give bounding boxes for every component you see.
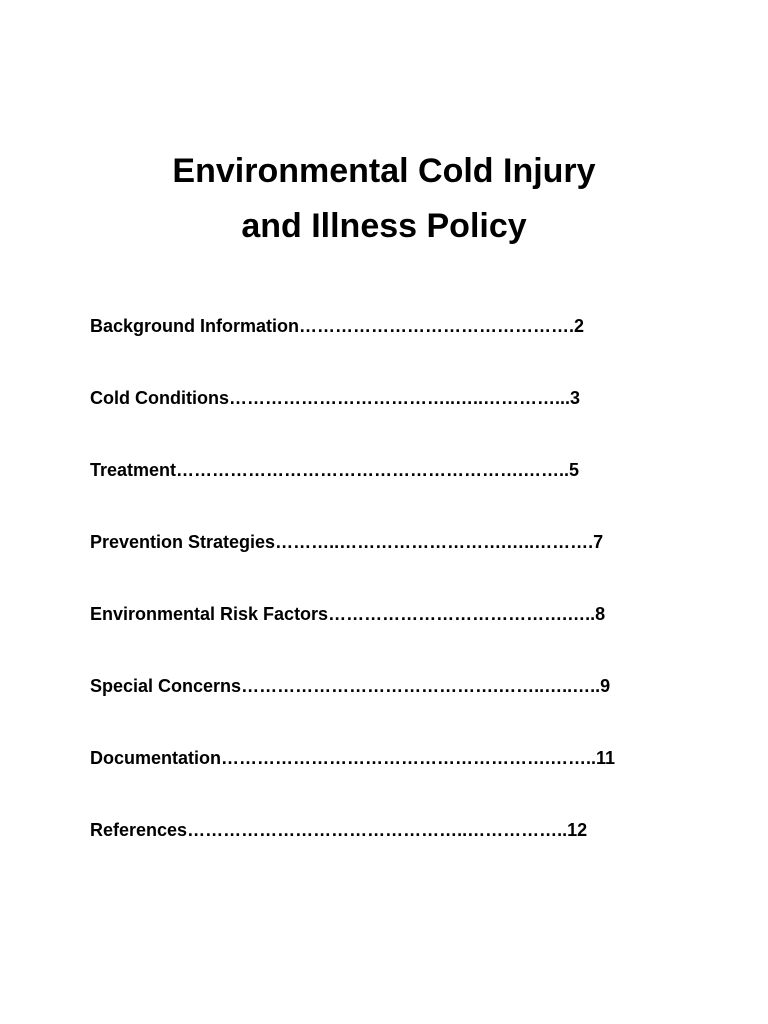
toc-entry [90,385,690,457]
toc-entry-page-number: 7 [593,532,604,552]
toc-entry-heading: Cold Conditions [90,388,229,408]
table-of-contents [90,313,690,889]
toc-entry-leader: ………………………………………. [299,316,575,336]
toc-entry-heading: Special Concerns [90,676,242,696]
toc-entry-leader: ………………………………………………….…….. [176,460,570,480]
toc-entry-page-number: 11 [596,748,616,768]
document-title-line-1: Environmental Cold Injury [172,152,596,190]
toc-entry-page-number: 8 [595,604,606,624]
toc-entry-heading: Background Information [90,316,300,336]
toc-entry-leader: ………………………………….….. [328,604,596,624]
toc-entry-heading: Prevention Strategies [90,532,276,552]
toc-entry-page-number: 2 [574,316,585,336]
toc-entry-leader: ………..……………………….…..………. [275,532,594,552]
toc-entry-page-number: 3 [570,388,581,408]
toc-entry-heading: Treatment [90,460,177,480]
toc-entry-page-number: 12 [567,820,588,840]
toc-entry-page-number: 9 [600,676,611,696]
document-title-line-2: and Illness Policy [241,207,527,245]
toc-entry-heading: References [90,820,188,840]
toc-entry [90,601,690,673]
toc-entry-heading: Documentation [90,748,222,768]
toc-entry-leader: ………………………………..…..…………... [228,388,570,408]
toc-entry [90,457,690,529]
toc-entry [90,529,690,601]
toc-entry-leader: …………………………………….……..…..….. [241,676,601,696]
toc-entry [90,673,690,745]
toc-entry [90,313,690,385]
toc-entry [90,817,690,889]
toc-entry-leader: ……………………………………………….…….. [221,748,597,768]
toc-entry-leader: ………………………………………..…………….. [187,820,568,840]
toc-entry-page-number: 5 [569,460,580,480]
toc-entry-heading: Environmental Risk Factors [90,604,329,624]
toc-entry [90,745,690,817]
